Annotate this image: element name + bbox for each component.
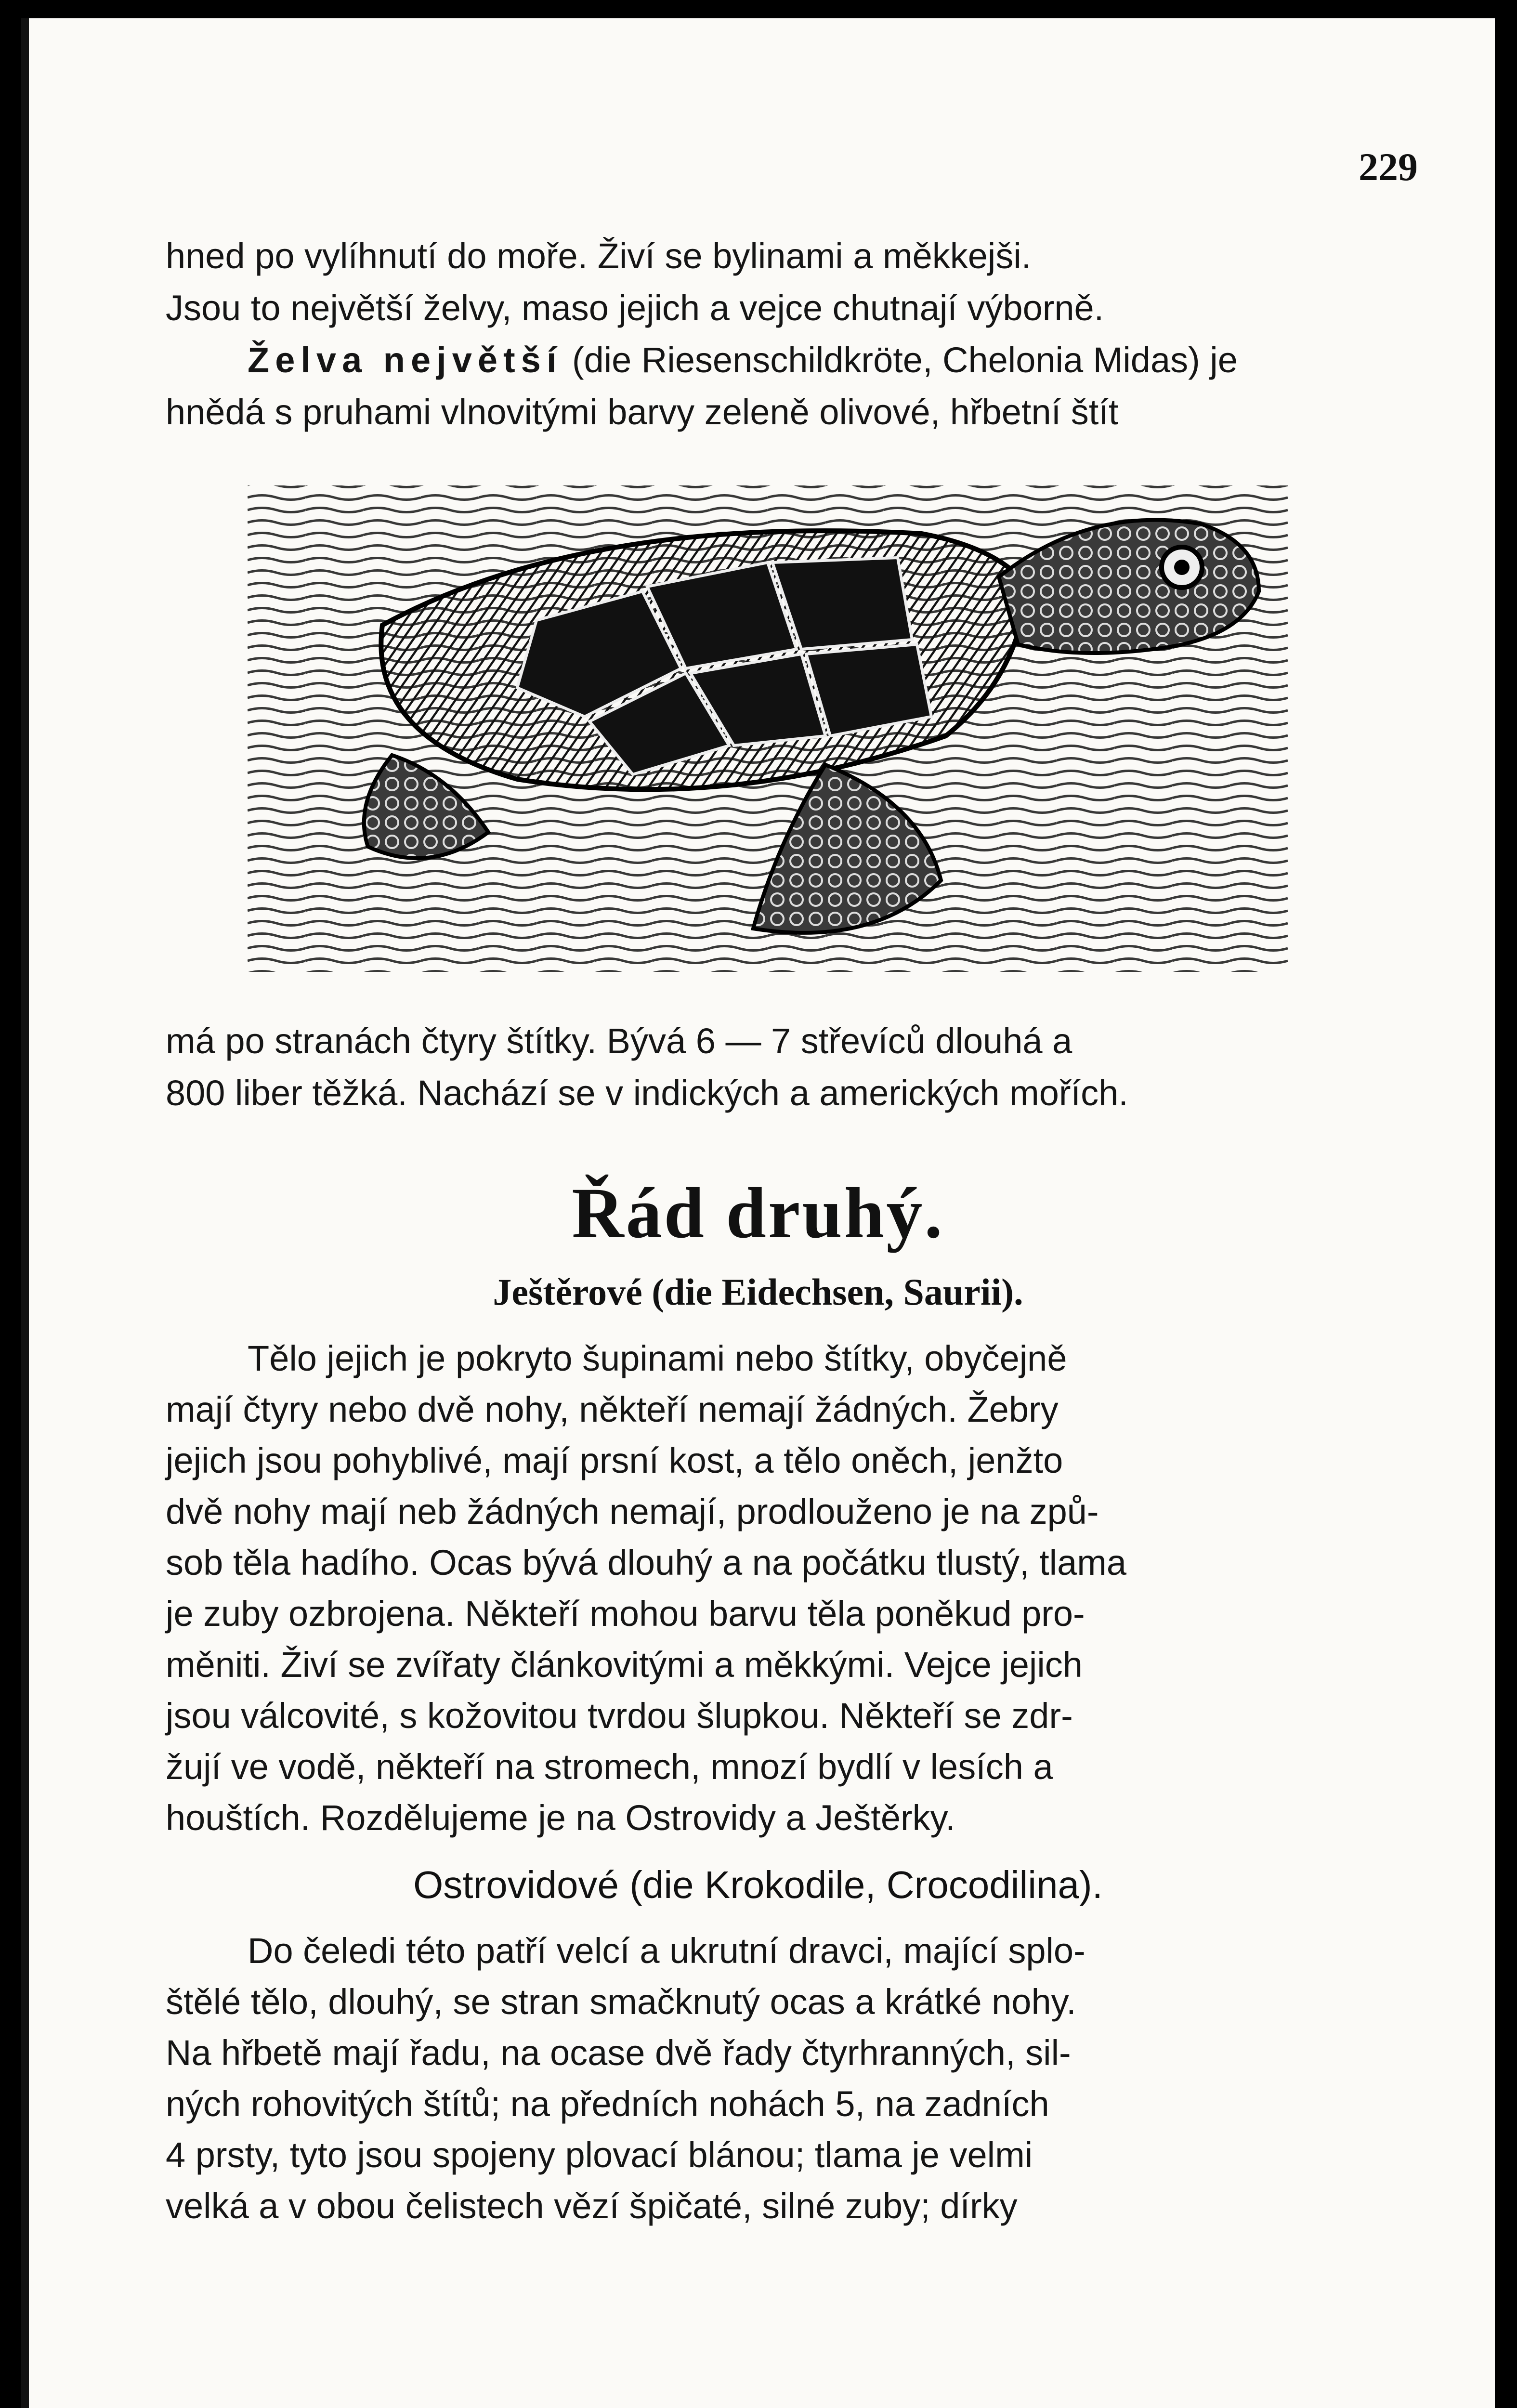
section-heading: Řád druhý. — [572, 1173, 944, 1253]
family-heading: Ostrovidové (die Krokodile, Crocodilina). — [413, 1863, 1103, 1906]
paragraph-turtle-intro — [166, 230, 1283, 438]
species-term: Želva největší — [248, 340, 562, 380]
text-line: je zuby ozbrojena. Někteří mohou barvu těla poněkud pro- — [166, 1594, 1085, 1634]
text-line: Tělo jejich je pokryto šupinami nebo štítky, obyčejně — [248, 1338, 1067, 1378]
text-line: dvě nohy mají neb žádných nemají, prodlouženo je na způ- — [166, 1492, 1099, 1531]
text-line: hnědá s pruhami vlnovitými barvy zeleně olivové, hřbetní štít — [166, 392, 1119, 432]
subsection-heading: Ještěrové (die Eidechsen, Saurii). — [493, 1271, 1023, 1313]
text-line: velká a v obou čelistech vězí špičaté, silné zuby; dírky — [166, 2186, 1018, 2226]
text-line: štělé tělo, dlouhý, se stran smačknutý ocas a krátké nohy. — [166, 1982, 1076, 2022]
paragraph-lizards — [166, 1333, 1283, 1844]
text-line: 800 liber těžká. Nachází se v indických a amerických mořích. — [166, 1073, 1128, 1113]
text-line — [166, 334, 1283, 386]
text-line: 4 prsty, tyto jsou spojeny plovací blánou; tlama je velmi — [166, 2135, 1033, 2175]
text-line: sob těla hadího. Ocas bývá dlouhý a na počátku tlustý, tlama — [166, 1543, 1127, 1583]
book-page — [21, 18, 1495, 2408]
text-line: má po stranách čtyry štítky. Bývá 6 — 7 střevíců dlouhá a — [166, 1021, 1072, 1061]
species-synonyms: (die Riesenschildkröte, Chelonia Midas) je — [562, 340, 1238, 380]
text-line: ných rohovitých štítů; na předních nohách 5, na zadních — [166, 2084, 1049, 2124]
sea-turtle-illustration — [248, 466, 1288, 1001]
text-line: měniti. Živí se zvířaty článkovitými a měkkými. Vejce jejich — [166, 1645, 1083, 1685]
page-number: 229 — [1359, 145, 1418, 189]
text-line: jsou válcovité, s kožovitou tvrdou šlupkou. Někteří se zdr- — [166, 1696, 1073, 1736]
paragraph-crocodiles — [166, 1925, 1283, 2232]
text-line: Jsou to největší želvy, maso jejich a vejce chutnají výborně. — [166, 288, 1104, 328]
text-line: hned po vylíhnutí do moře. Živí se bylinami a měkkejši. — [166, 236, 1032, 276]
paragraph-turtle-size — [166, 1015, 1283, 1119]
text-line: jejich jsou pohyblivé, mají prsní kost, a tělo oněch, jenžto — [166, 1440, 1063, 1480]
text-line: Na hřbetě mají řadu, na ocase dvě řady čtyrhranných, sil- — [166, 2033, 1071, 2073]
text-line: mají čtyry nebo dvě nohy, někteří nemají žádných. Žebry — [166, 1389, 1059, 1429]
text-line: Do čeledi této patří velcí a ukrutní dravci, mající splo- — [248, 1931, 1085, 1971]
text-line: žují ve vodě, někteří na stromech, mnozí bydlí v lesích a — [166, 1747, 1053, 1787]
text-line: houštích. Rozdělujeme je na Ostrovidy a Ještěrky. — [166, 1798, 955, 1838]
